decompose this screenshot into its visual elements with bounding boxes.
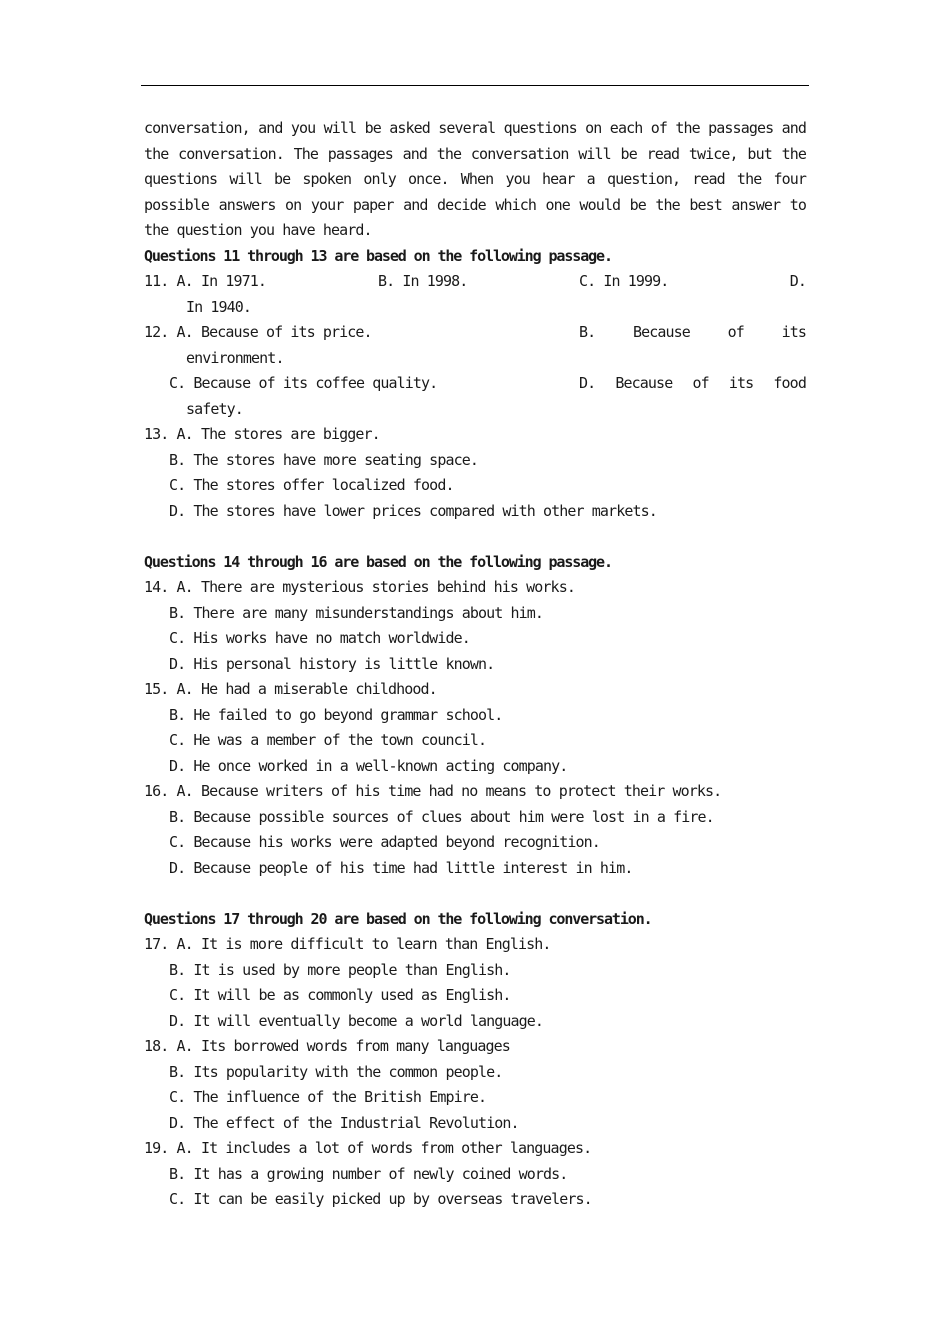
question-number: 13. (144, 425, 169, 443)
option-a: A. Its borrowed words from many languages (176, 1037, 510, 1055)
option-a: A. It includes a lot of words from other languages. (176, 1139, 592, 1157)
option-c: C. The influence of the British Empire. (169, 1088, 487, 1106)
option-c: C. His works have no match worldwide. (169, 629, 470, 647)
option-d: D. The effect of the Industrial Revolution. (169, 1113, 519, 1132)
option-b: B. It has a growing number of newly coined words. (169, 1164, 568, 1183)
option-b-word: Because (632, 323, 690, 341)
section-heading: Questions 11 through 13 are based on the following passage. (144, 246, 612, 265)
option-b: B. Its popularity with the common people. (169, 1062, 503, 1081)
question-number: 11. (144, 272, 169, 290)
option-d (579, 371, 806, 397)
option-d-text: In 1940. (186, 297, 252, 316)
section-spacer (144, 881, 806, 907)
option-b-word: B. (579, 323, 596, 341)
option-c: C. It can be easily picked up by overseas travelers. (169, 1190, 592, 1208)
option-b: B. Because possible sources of clues about him were lost in a fire. (169, 807, 714, 826)
option-b-continued: environment. (186, 348, 284, 367)
question-12 (144, 320, 806, 422)
option-d-label: D. (789, 272, 806, 290)
option-b: B. He failed to go beyond grammar school. (169, 705, 503, 724)
section-spacer (144, 524, 806, 550)
option-d-word: its (728, 374, 754, 392)
option-d: D. Because people of his time had little interest in him. (169, 858, 633, 877)
question-number: 16. (144, 782, 169, 800)
option-c: C. Because his works were adapted beyond recognition. (169, 833, 600, 851)
option-a: A. He had a miserable childhood. (176, 680, 437, 698)
option-c: C. Because of its coffee quality. (169, 374, 438, 392)
page-content (144, 116, 806, 1213)
option-a: A. Because writers of his time had no means to protect their works. (176, 782, 722, 800)
option-d-word: Because (615, 374, 673, 392)
option-a: A. It is more difficult to learn than English. (176, 935, 551, 953)
question-number: 19. (144, 1139, 169, 1157)
question-number: 12. (144, 323, 169, 341)
question-number: 14. (144, 578, 169, 596)
option-c: C. In 1999. (579, 272, 669, 290)
option-b (579, 320, 806, 346)
question-15 (144, 677, 806, 779)
option-d: D. It will eventually become a world language. (169, 1011, 544, 1030)
option-a: A. There are mysterious stories behind his works. (176, 578, 575, 596)
question-16 (144, 779, 806, 881)
question-number: 15. (144, 680, 169, 698)
question-number: 18. (144, 1037, 169, 1055)
option-c: C. He was a member of the town council. (169, 731, 487, 749)
option-b: B. It is used by more people than English. (169, 960, 511, 979)
question-18 (144, 1034, 806, 1136)
section-heading: Questions 17 through 20 are based on the following conversation. (144, 909, 652, 928)
question-number: 17. (144, 935, 169, 953)
option-b-word: its (781, 323, 806, 341)
option-b: B. There are many misunderstandings about him. (169, 603, 544, 622)
option-d-word: D. (579, 374, 596, 392)
option-d-word: of (692, 374, 709, 392)
option-d-word: food (773, 374, 806, 392)
option-d: D. He once worked in a well-known acting company. (169, 756, 568, 775)
option-d: D. His personal history is little known. (169, 654, 495, 673)
section-heading: Questions 14 through 16 are based on the following passage. (144, 552, 612, 571)
option-c: C. The stores offer localized food. (169, 476, 454, 494)
question-17 (144, 932, 806, 1034)
question-13 (144, 422, 806, 524)
option-a: A. Because of its price. (176, 323, 372, 341)
option-c: C. It will be as commonly used as English. (169, 986, 511, 1004)
question-14 (144, 575, 806, 677)
option-d: D. The stores have lower prices compared with other markets. (169, 501, 657, 520)
header-rule (141, 85, 809, 86)
option-a: A. The stores are bigger. (176, 425, 380, 443)
option-b-word: of (727, 323, 744, 341)
option-a: A. In 1971. (176, 272, 266, 290)
option-d-continued: safety. (186, 399, 243, 418)
option-b: B. The stores have more seating space. (169, 450, 478, 469)
question-19 (144, 1136, 806, 1213)
question-11 (144, 269, 806, 320)
option-b: B. In 1998. (378, 272, 468, 290)
intro-paragraph: conversation, and you will be asked several questions on each of the passages and the conversation. The passages and the conversation will be read twice, but the questions will be spoken only once. When you hear a question, read the four possible answers on your paper and decide which one would be the best answer to the question you have heard. (144, 119, 806, 239)
